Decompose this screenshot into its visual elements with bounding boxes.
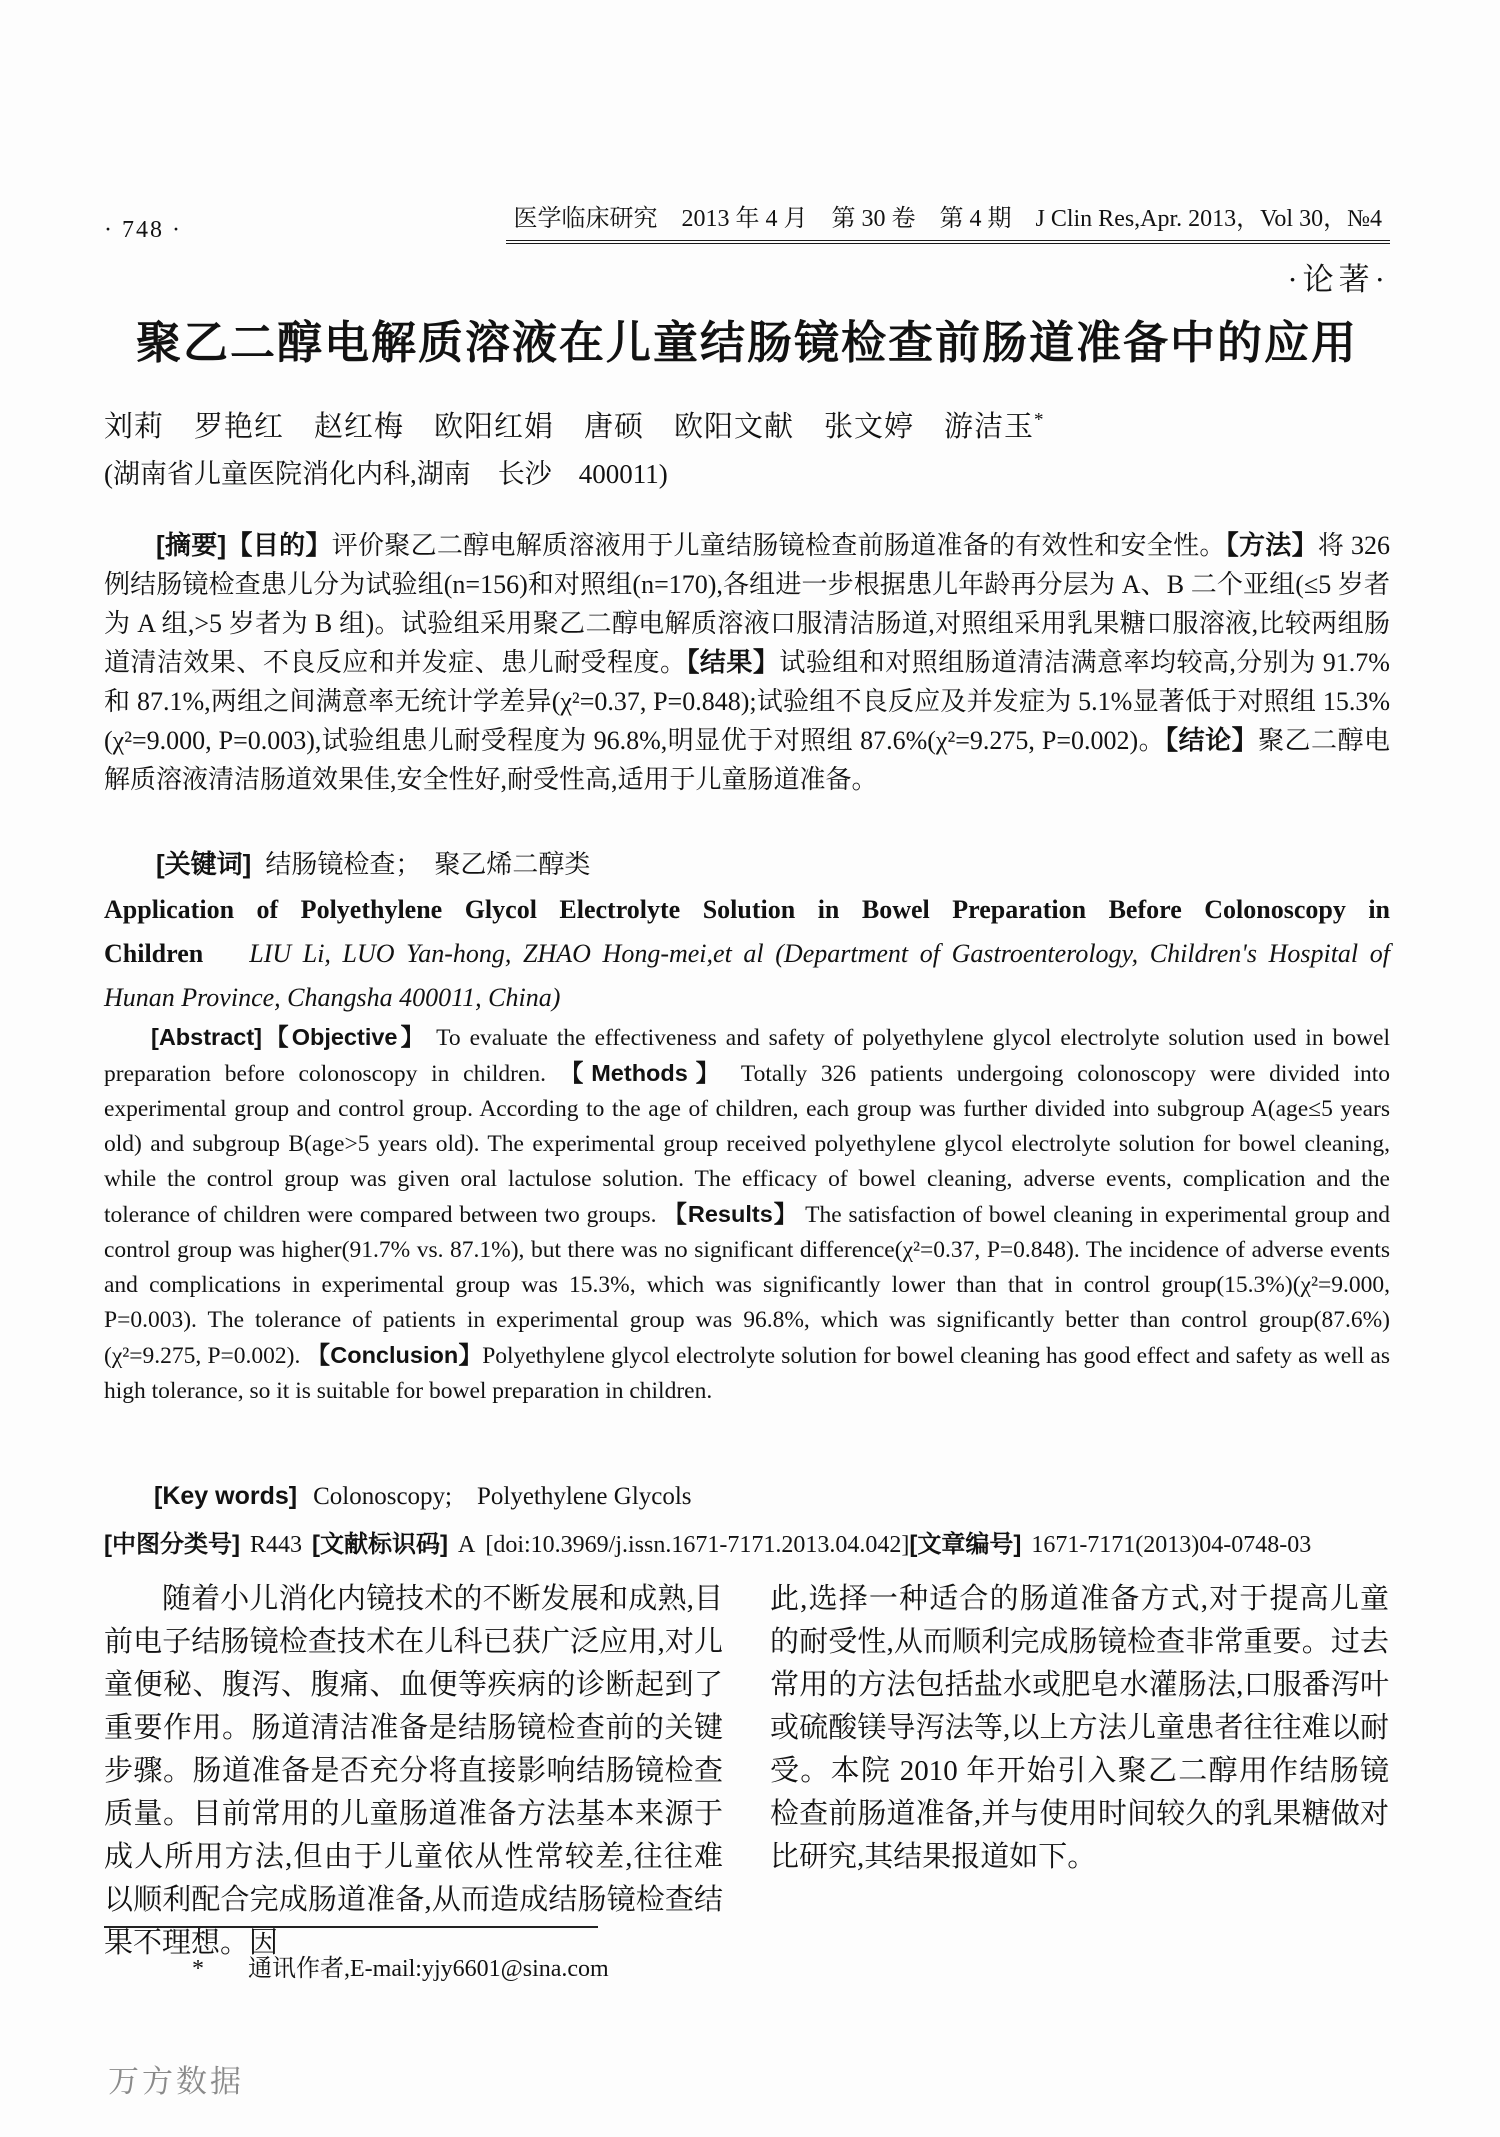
keywords-zh: [104, 844, 1390, 881]
objective-zh-label: 【目的】: [226, 530, 332, 560]
objective-en-text: To evaluate the effectiveness and safety of polyethylene glycol electrolyte solution used in bowel preparation before colonoscopy in children.: [104, 1025, 1390, 1087]
authors-zh-names: 刘莉 罗艳红 赵红梅 欧阳红娟 唐硕 欧阳文献 张文婷 游洁玉: [104, 411, 1035, 443]
document-code-value: A: [457, 1532, 476, 1558]
abstract-en-label: [Abstract]: [151, 1024, 262, 1050]
results-zh-text: 试验组和对照组肠道清洁满意率均较高,分别为 91.7%和 87.1%,两组之间满意率无统计学差异(χ²=0.37, P=0.848);试验组不良反应及并发症为 5.1%显著低于对照组 15.3%(χ²=9.000, P=0.003),试验组患儿耐受程度为 96.8%,明显优于对照组 87.6%(χ²=9.275, P=0.002)。: [104, 648, 1390, 755]
article-type-label: ·论著·: [1287, 262, 1390, 297]
conclusion-en-label: 【Conclusion】: [306, 1342, 483, 1368]
article-number-value: 1671-7171(2013)04-0748-03: [1031, 1532, 1312, 1558]
body-column-right: [770, 1578, 1389, 1965]
corresponding-author-mark: *: [1034, 409, 1045, 431]
objective-zh-text: 评价聚乙二醇电解质溶液用于儿童结肠镜检查前肠道准备的有效性和安全性。: [331, 531, 1226, 560]
keywords-en-label: [Key words]: [154, 1482, 298, 1510]
classification-line: [104, 1524, 1390, 1559]
affiliation-zh: (湖南省儿童医院消化内科,湖南 长沙 400011): [104, 459, 668, 489]
corresponding-author-footnote: [104, 1948, 1390, 1983]
article-title-zh: 聚乙二醇电解质溶液在儿童结肠镜检查前肠道准备中的应用: [135, 317, 1358, 368]
conclusion-zh-label: 【结论】: [1165, 725, 1259, 755]
keywords-zh-label: [关键词]: [156, 849, 252, 879]
keywords-zh-text: 结肠镜检查； 聚乙烯二醇类: [265, 850, 591, 879]
page-number: · 748 ·: [104, 217, 182, 243]
body-column-left: [104, 1578, 723, 1965]
article-number-label: [文章编号]: [909, 1531, 1022, 1558]
results-en-label: 【Results】: [663, 1201, 799, 1227]
wanfang-data-watermark: 万方数据: [108, 2064, 244, 2099]
keywords-en: [104, 1476, 1390, 1512]
abstract-zh-label: [摘要]: [156, 530, 227, 560]
methods-zh-label: 【方法】: [1225, 530, 1318, 560]
clc-value: R443: [249, 1532, 302, 1558]
page-header: [104, 198, 1390, 244]
objective-en-label: 【Objective】: [261, 1024, 428, 1050]
results-en-text: The satisfaction of bowel cleaning in experimental group and control group was higher(91.7% vs. 87.1%), but there was no significant difference(χ²=0.37, P=0.848). The incidence of adverse events and complications in experimental group was 15.3%, which was significantly lower than that in control group(15.3%)(χ²=9.000, P=0.003). The tolerance of patients in experimental group was 96.8%, which was significantly better than control group(87.6%)(χ²=9.275, P=0.002).: [104, 1202, 1390, 1369]
conclusion-en-text: Polyethylene glycol electrolyte solution for bowel cleaning has good effect and safety as well as high tolerance, so it is suitable for bowel preparation in children.: [104, 1343, 1390, 1404]
clc-label: [中图分类号]: [104, 1531, 240, 1558]
body-paragraph-right: 此,选择一种适合的肠道准备方式,对于提高儿童的耐受性,从而顺利完成肠镜检查非常重要。过去常用的方法包括盐水或肥皂水灌肠法,口服番泻叶或硫酸镁导泻法等,以上方法儿童患者往往难以耐受。本院 2010 年开始引入聚乙二醇用作结肠镜检查前肠道准备,并与使用时间较久的乳果糖做对比研究,其结果报道如下。: [770, 1583, 1389, 1873]
journal-citation-line: 医学临床研究 2013 年 4 月 第 30 卷 第 4 期 J Clin Res,Apr. 2013，Vol 30，№4: [506, 198, 1391, 244]
methods-en-label: 【Methods】: [559, 1060, 728, 1086]
authors-en: LIU Li, LUO Yan-hong, ZHAO Hong-mei,et al (Department of Gastroenterology, Children's Hospital of Hunan Province, Changsha 400011, China): [104, 939, 1390, 1012]
abstract-en: [104, 1020, 1390, 1409]
body-paragraph-left: 随着小儿消化内镜技术的不断发展和成熟,目前电子结肠镜检查技术在儿科已获广泛应用,对儿童便秘、腹泻、腹痛、血便等疾病的诊断起到了重要作用。肠道清洁准备是结肠镜检查前的关键步骤。肠道准备是否充分将直接影响结肠镜检查质量。目前常用的儿童肠道准备方法基本来源于成人所用方法,但由于儿童依从性常较差,往往难以顺利配合完成肠道准备,从而造成结肠镜检查结果不理想。因: [104, 1583, 723, 1959]
results-zh-label: 【结果】: [686, 647, 780, 677]
footnote-divider: [104, 1926, 598, 1928]
methods-zh-text: 将 326 例结肠镜检查患儿分为试验组(n=156)和对照组(n=170),各组进一步根据患儿年龄再分层为 A、B 二个亚组(≤5 岁者为 A 组,>5 岁者为 B 组)。试验组采用聚乙二醇电解质溶液口服清洁肠道,对照组采用乳果糖口服溶液,比较两组肠道清洁效果、不良反应和并发症、患儿耐受程度。: [104, 531, 1390, 677]
document-code-label: [文献标识码]: [312, 1531, 448, 1558]
conclusion-zh-text: 聚乙二醇电解质溶液清洁肠道效果佳,安全性好,耐受性高,适用于儿童肠道准备。: [104, 726, 1390, 794]
article-body: [104, 1578, 1390, 1965]
doi: [doi:10.3969/j.issn.1671-7171.2013.04.042]: [485, 1532, 910, 1558]
title-en-paragraph: [104, 888, 1390, 1020]
methods-en-text: Totally 326 patients undergoing colonoscopy were divided into experimental group and control group. According to the age of children, each group was further divided into subgroup A(age≤5 years old) and subgroup B(age>5 years old). The experimental group received polyethylene glycol electrolyte solution for bowel cleaning, while the control group was given oral lactulose solution. The efficacy of bowel cleaning, adverse events, complication and the tolerance of children were compared between two groups.: [104, 1061, 1391, 1228]
footnote-text: 通讯作者,E-mail:yjy6601@sina.com: [248, 1956, 609, 1982]
article-title-en: Application of Polyethylene Glycol Electrolyte Solution in Bowel Preparation Before Colonoscopy in Children: [104, 895, 1390, 968]
footnote-marker: *: [192, 1956, 204, 1982]
keywords-en-text: Colonoscopy; Polyethylene Glycols: [313, 1483, 692, 1510]
abstract-zh: [104, 526, 1390, 799]
authors-zh: [104, 404, 1390, 445]
